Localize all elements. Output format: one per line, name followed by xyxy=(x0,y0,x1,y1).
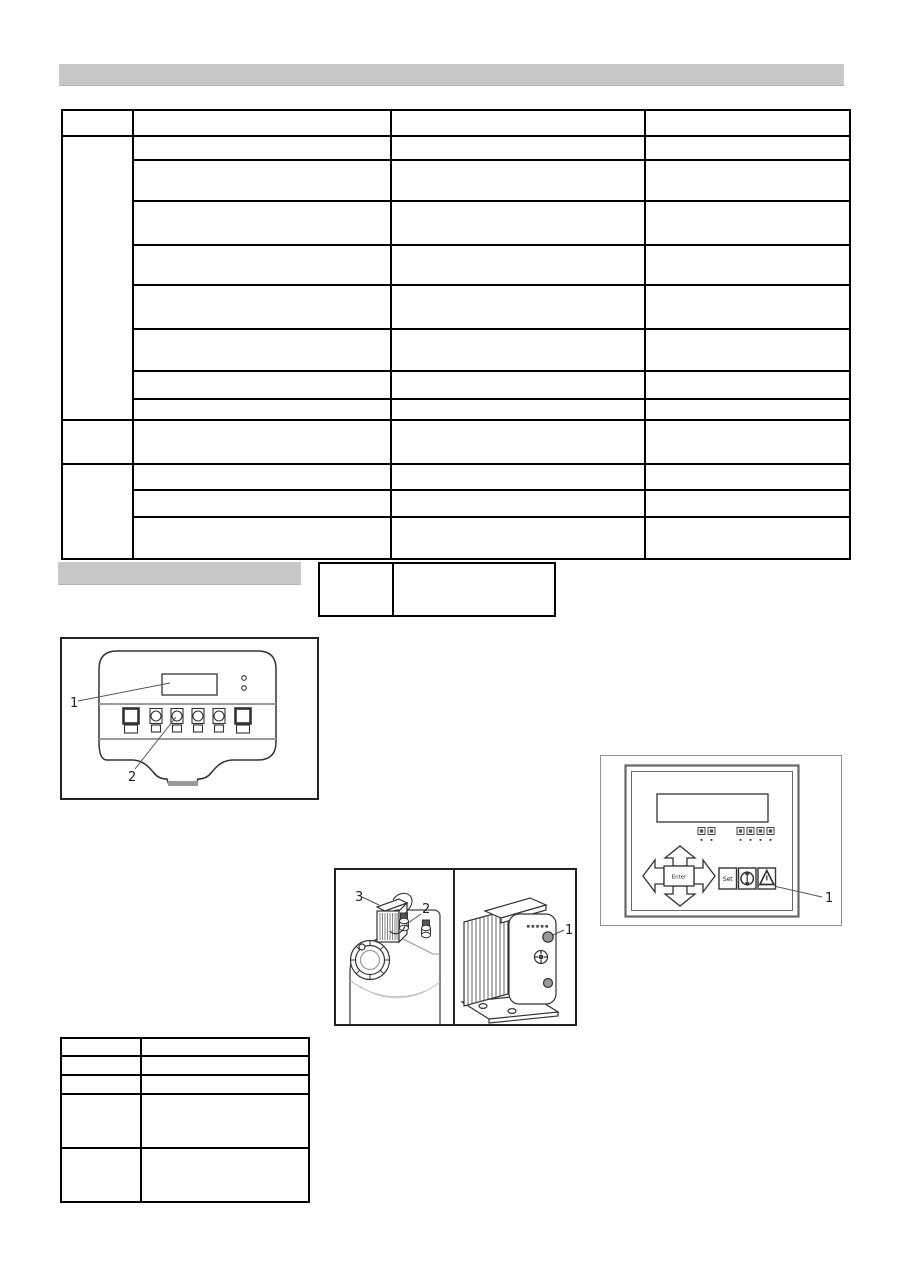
figure-control-panel xyxy=(60,637,319,800)
cell xyxy=(133,517,391,559)
cell xyxy=(645,490,850,517)
table-row xyxy=(61,1148,309,1202)
cell xyxy=(645,201,850,245)
main-spec-table xyxy=(61,109,851,560)
cell xyxy=(645,160,850,201)
table-row xyxy=(62,329,850,371)
table-row xyxy=(62,110,850,136)
callout-1-label: 1 xyxy=(70,696,79,711)
table-row xyxy=(62,517,850,559)
pump-unit xyxy=(462,898,558,1023)
arrow-up-key xyxy=(665,846,695,866)
status-icons xyxy=(698,828,774,841)
icon-glyphs xyxy=(700,829,772,832)
cell xyxy=(391,285,645,329)
panel-frame xyxy=(626,766,799,917)
cell xyxy=(133,245,391,285)
cell xyxy=(645,245,850,285)
cell xyxy=(141,1094,309,1148)
cell xyxy=(393,563,555,616)
led-icon xyxy=(242,686,247,691)
cell xyxy=(141,1056,309,1075)
cell xyxy=(133,136,391,160)
cell xyxy=(61,1075,141,1094)
cell xyxy=(133,464,391,490)
bottom-ref-table xyxy=(60,1037,310,1203)
cell xyxy=(391,160,645,201)
fin-block xyxy=(464,910,508,1006)
cell xyxy=(391,136,645,160)
cell-rowgroup xyxy=(62,136,133,420)
cell xyxy=(645,285,850,329)
lcd-display xyxy=(162,674,217,695)
cell xyxy=(141,1148,309,1202)
cell xyxy=(319,563,393,616)
cell xyxy=(133,329,391,371)
table-row xyxy=(62,245,850,285)
front-button xyxy=(543,932,553,942)
cell xyxy=(645,464,850,490)
round-key xyxy=(192,709,204,733)
operating-panel-drawing xyxy=(601,756,841,925)
cell xyxy=(133,490,391,517)
cell xyxy=(391,201,645,245)
cell xyxy=(391,371,645,399)
cell xyxy=(133,110,391,136)
table-row xyxy=(62,371,850,399)
cell xyxy=(391,420,645,464)
callout-1-label: 1 xyxy=(825,891,834,906)
callout-3-label: 3 xyxy=(355,890,364,905)
section-header-bar-1 xyxy=(59,64,844,86)
round-key xyxy=(150,709,162,733)
cell xyxy=(391,464,645,490)
cell xyxy=(645,329,850,371)
cell xyxy=(61,1056,141,1075)
round-key xyxy=(213,709,225,733)
table-row xyxy=(62,399,850,420)
table-row xyxy=(61,1056,309,1075)
square-key xyxy=(124,709,139,734)
cell xyxy=(141,1038,309,1056)
cell xyxy=(133,371,391,399)
led-icon xyxy=(242,676,247,681)
enter-key-label: Enter xyxy=(671,874,687,881)
table-row xyxy=(62,285,850,329)
cell xyxy=(62,110,133,136)
drain-port xyxy=(544,979,553,988)
cell xyxy=(133,160,391,201)
callout-alarm-key xyxy=(776,887,833,907)
control-panel-drawing xyxy=(62,639,317,798)
cell xyxy=(133,399,391,420)
cell xyxy=(391,329,645,371)
cell xyxy=(391,245,645,285)
table-row xyxy=(62,136,850,160)
pump-mounting-drawing xyxy=(336,870,575,1024)
arrow-down-key xyxy=(665,886,695,906)
icon-dots xyxy=(701,839,772,841)
cell xyxy=(391,399,645,420)
cell xyxy=(645,399,850,420)
cell xyxy=(61,1148,141,1202)
table-row xyxy=(319,563,555,616)
cell xyxy=(645,136,850,160)
cell xyxy=(133,285,391,329)
table-row xyxy=(62,464,850,490)
cell xyxy=(62,420,133,464)
cell xyxy=(61,1038,141,1056)
set-key-label: Set xyxy=(722,875,733,883)
table-row xyxy=(62,201,850,245)
lcd-display xyxy=(657,794,768,822)
cell xyxy=(391,110,645,136)
callout-2-label: 2 xyxy=(422,902,431,917)
callout-2-label: 2 xyxy=(128,770,137,785)
table-row xyxy=(61,1038,309,1056)
return-fitting xyxy=(422,920,431,938)
cell xyxy=(645,517,850,559)
cell xyxy=(133,420,391,464)
cell xyxy=(141,1075,309,1094)
arrow-right-key xyxy=(694,860,715,892)
callout-1-label: 1 xyxy=(565,923,574,938)
figure-operating-panel xyxy=(600,755,842,926)
table-row xyxy=(62,490,850,517)
cell xyxy=(645,420,850,464)
square-key xyxy=(236,709,251,734)
tank-screw-cap xyxy=(351,941,390,980)
round-key xyxy=(171,709,183,733)
arrow-left-key xyxy=(643,860,664,892)
cell xyxy=(391,517,645,559)
cell xyxy=(391,490,645,517)
cell-rowgroup xyxy=(62,464,133,559)
adjust-knob xyxy=(535,951,548,964)
section-header-bar-2 xyxy=(58,562,301,585)
figure-pump-mounting xyxy=(334,868,577,1026)
table-row xyxy=(62,420,850,464)
table-row xyxy=(61,1075,309,1094)
cell xyxy=(133,201,391,245)
table-row xyxy=(62,160,850,201)
cell xyxy=(61,1094,141,1148)
cell xyxy=(645,110,850,136)
small-ref-table xyxy=(318,562,556,617)
cell xyxy=(645,371,850,399)
bottom-notch xyxy=(168,781,198,786)
table-row xyxy=(61,1094,309,1148)
callout-top-pump xyxy=(355,890,379,905)
